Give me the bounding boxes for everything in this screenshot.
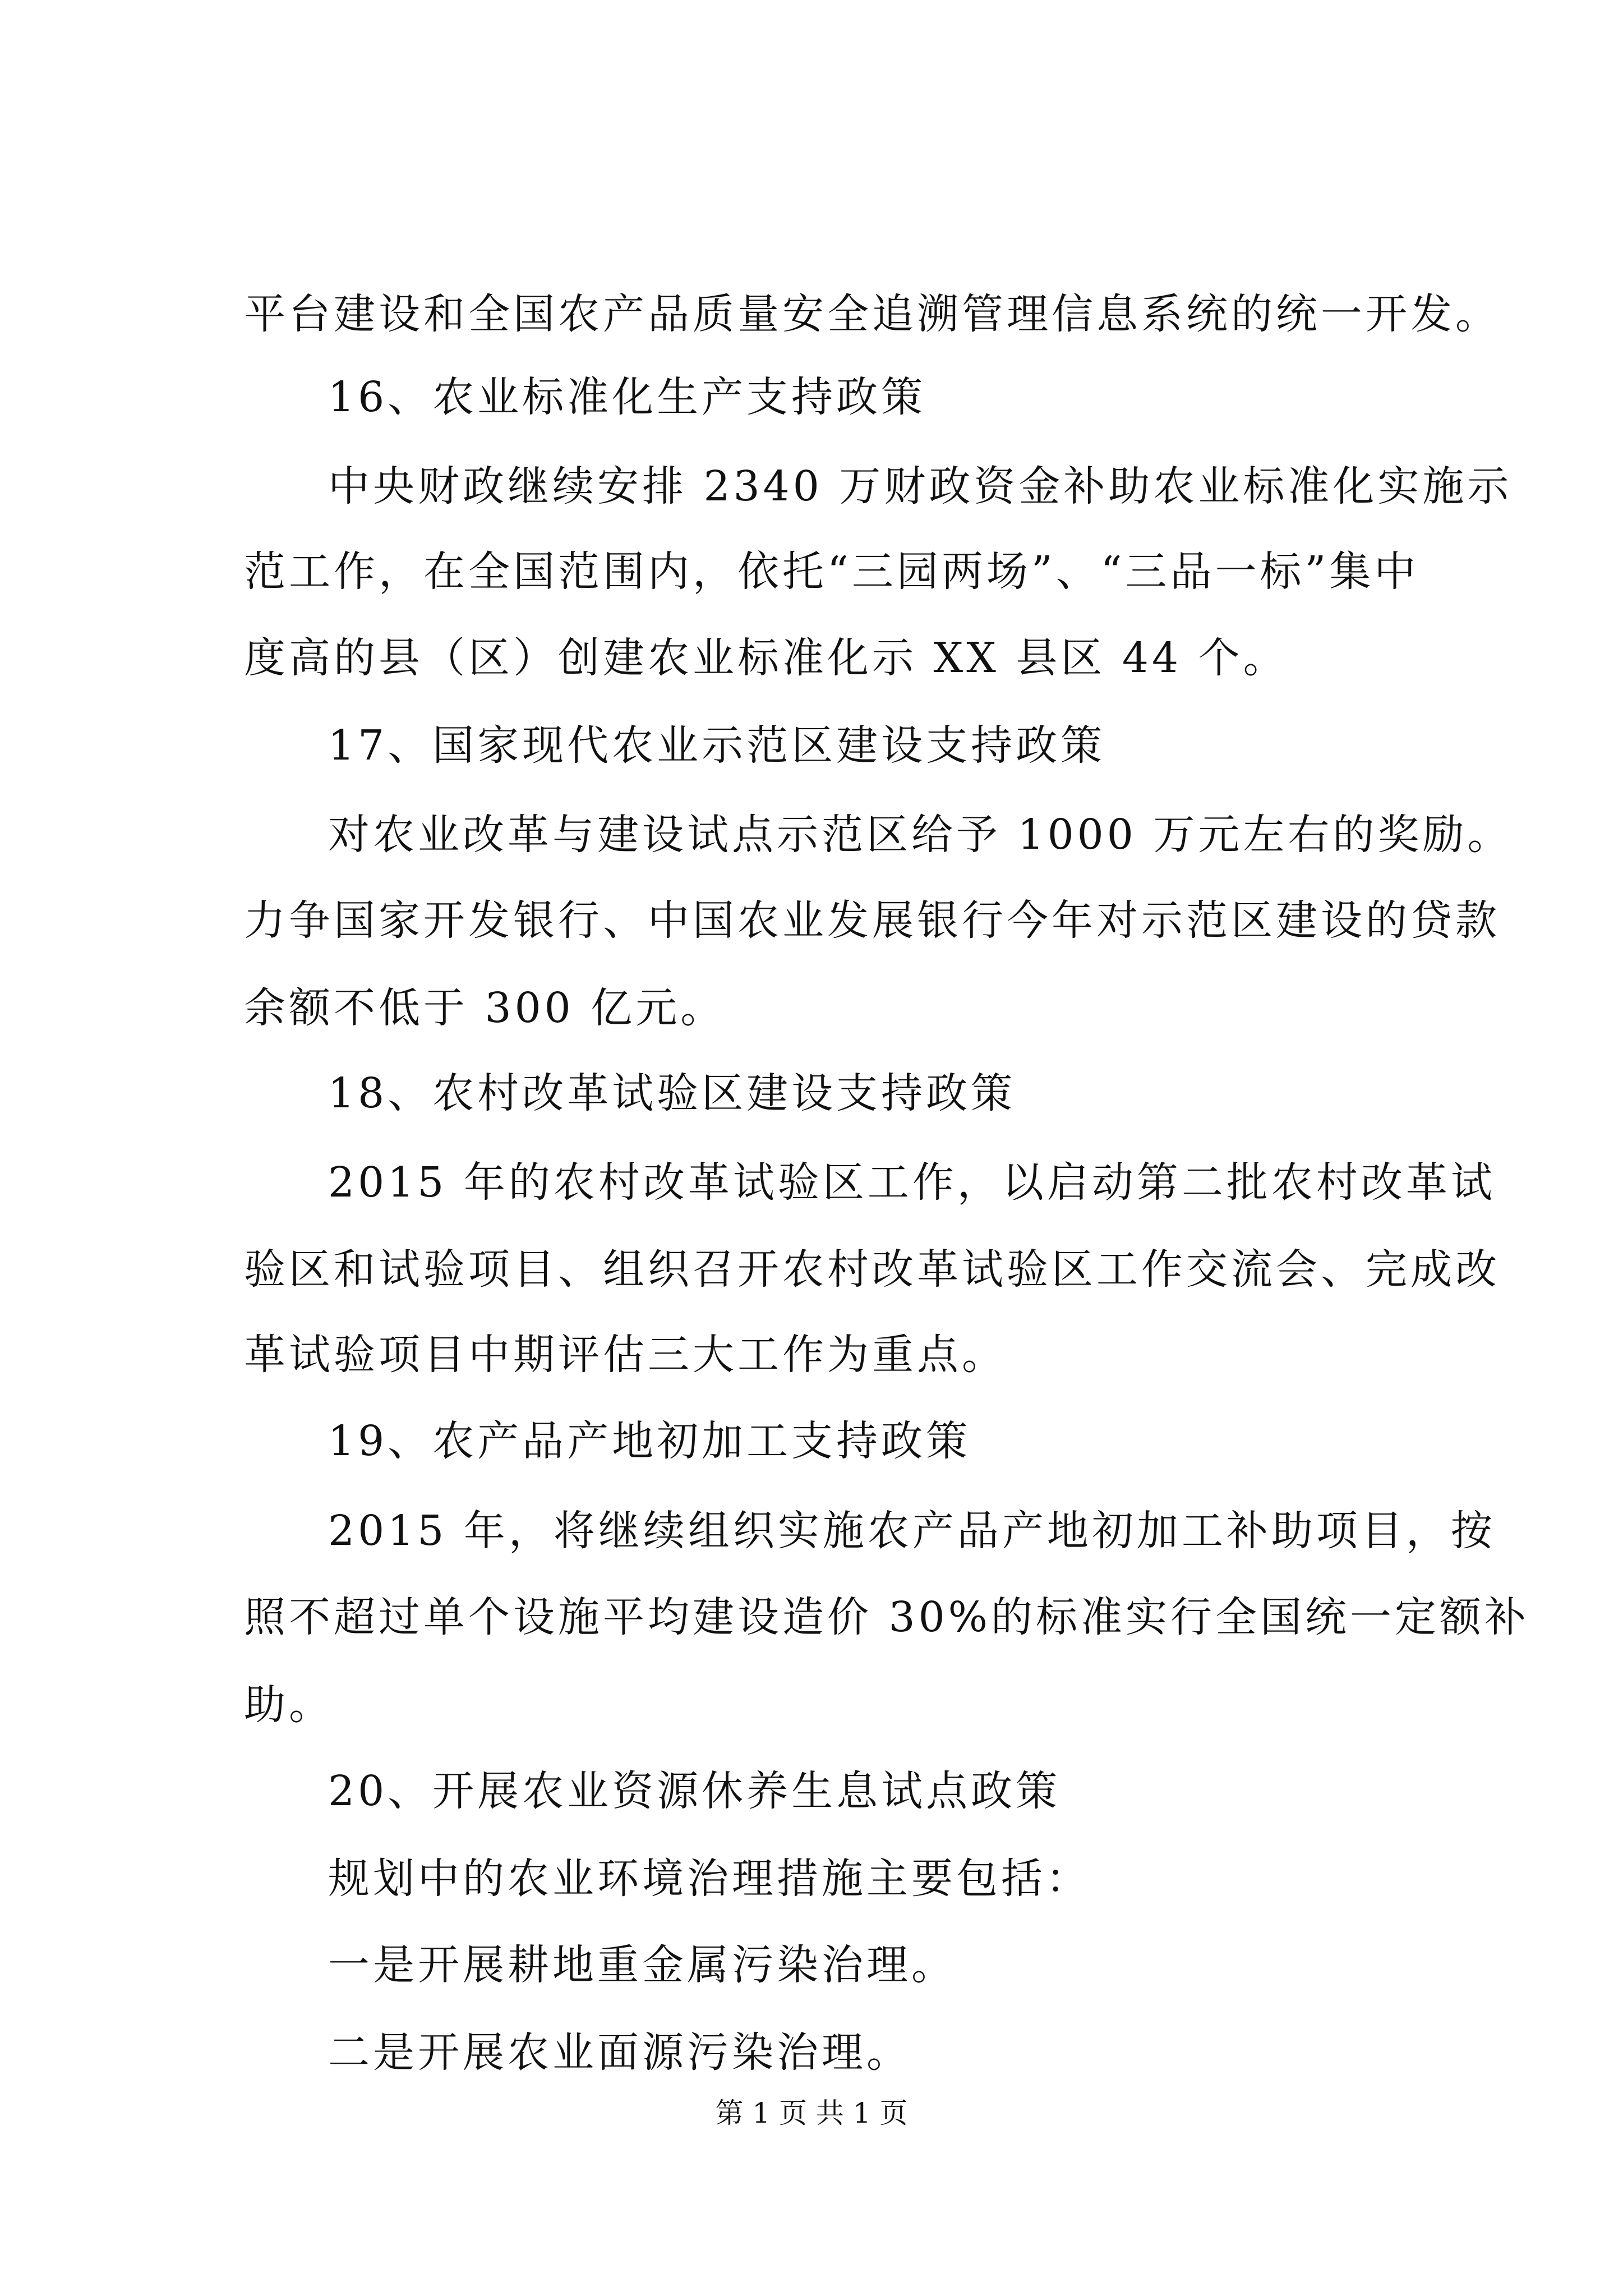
paragraph-line: 对农业改革与建设试点示范区给予 1000 万元左右的奖励。 [328, 811, 1513, 859]
paragraph-line: 平台建设和全国农产品质量安全追溯管理信息系统的统一开发。 [244, 290, 1500, 338]
page-footer: 第 1 页 共 1 页 [715, 2097, 908, 2129]
section-heading-17: 17、国家现代农业示范区建设支持政策 [328, 721, 1106, 770]
paragraph-line: 革试验项目中期评估三大工作为重点。 [244, 1331, 1007, 1379]
paragraph-line: 验区和试验项目、组织召开农村改革试验区工作交流会、完成改 [244, 1245, 1500, 1294]
paragraph-line: 度高的县（区）创建农业标准化示 XX 县区 44 个。 [244, 634, 1288, 682]
list-item: 二是开展农业面源污染治理。 [328, 2028, 911, 2077]
section-heading-16: 16、农业标准化生产支持政策 [328, 373, 926, 421]
list-item: 一是开展耕地重金属污染治理。 [328, 1941, 956, 1989]
section-heading-18: 18、农村改革试验区建设支持政策 [328, 1069, 1016, 1117]
paragraph-line: 规划中的农业环境治理措施主要包括： [328, 1855, 1091, 1903]
paragraph-line: 照不超过单个设施平均建设造价 30%的标准实行全国统一定额补 [244, 1593, 1529, 1641]
paragraph-line: 中央财政继续安排 2340 万财政资金补助农业标准化实施示 [328, 462, 1513, 510]
paragraph-line: 范工作，在全国范围内，依托“三园两场”、“三品一标”集中 [244, 547, 1419, 596]
paragraph-line: 余额不低于 300 亿元。 [244, 984, 726, 1032]
paragraph-line: 2015 年，将继续组织实施农产品产地初加工补助项目，按 [328, 1507, 1496, 1555]
paragraph-line: 2015 年的农村改革试验区工作，以启动第二批农村改革试 [328, 1158, 1496, 1207]
section-heading-20: 20、开展农业资源休养生息试点政策 [328, 1767, 1061, 1815]
paragraph-line: 力争国家开发银行、中国农业发展银行今年对示范区建设的贷款 [244, 896, 1500, 945]
paragraph-line: 助。 [244, 1681, 334, 1729]
section-heading-19: 19、农产品产地初加工支持政策 [328, 1417, 971, 1465]
